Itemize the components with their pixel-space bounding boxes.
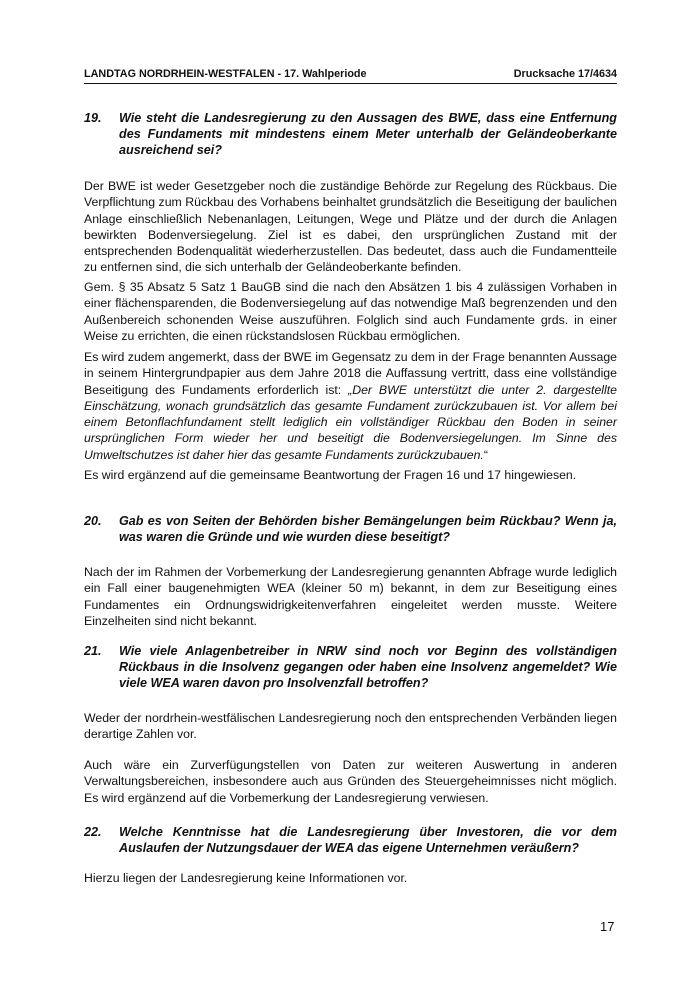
answer-paragraph: Auch wäre ein Zurverfügungstellen von Daten zur weiteren Auswertung in anderen Verwaltungsbereichen, insbesondere auch aus Gründen des Steuergeheimnisses nicht möglich. Es wird ergänzend auf die Vorbemerkung der Landesregierung verwiesen. (84, 758, 617, 805)
page-number: 17 (600, 919, 615, 934)
question-22 (84, 824, 617, 856)
question-number: 22. (84, 825, 102, 839)
question-text: Welche Kenntnisse hat die Landesregierung über Investoren, die vor dem Auslaufen der Nutzungsdauer der WEA das eigene Unternehmen veräußern? (119, 825, 617, 855)
quote-close: “ (483, 447, 488, 462)
question-number: 19. (84, 111, 102, 125)
question-number: 21. (84, 644, 102, 658)
header-divider (84, 83, 617, 84)
header-title: LANDTAG NORDRHEIN-WESTFALEN - 17. Wahlperiode (84, 68, 367, 80)
bwe-quote: „Der BWE unterstützt die unter 2. dargestellte Einschätzung, wonach grundsätzlich das gesamte Fundament zurückzubauen ist. Vor allem bei einem Betonflachfundament stellt lediglich ein vollständiger Rückbau den Boden in seiner ursprünglichen Form wieder her und beseitigt die Bodenversiegelungen. Im Sinne des Umweltschutzes ist daher hier das gesamte Fundaments zurückzubauen. (84, 382, 617, 462)
answer-paragraph: Hierzu liegen der Landesregierung keine Informationen vor. (84, 871, 408, 885)
question-text: Gab es von Seiten der Behörden bisher Bemängelungen beim Rückbau? Wenn ja, was waren die Gründe und wie wurden diese beseitigt? (119, 514, 617, 544)
document-number: Drucksache 17/4634 (513, 68, 617, 80)
answer-paragraph-with-quote (84, 349, 617, 463)
answer-paragraph: Es wird ergänzend auf die gemeinsame Beantwortung der Fragen 16 und 17 hingewiesen. (84, 468, 577, 482)
question-text: Wie viele Anlagenbetreiber in NRW sind noch vor Beginn des vollständigen Rückbaus in die Insolvenz gegangen oder haben eine Insolvenz angemeldet? Wie viele WEA waren davon pro Insolvenzfall betroffen? (119, 644, 617, 690)
answer-paragraph: Der BWE ist weder Gesetzgeber noch die zuständige Behörde zur Regelung des Rückbaus. Die Verpflichtung zum Rückbau des Vorhabens beinhaltet grundsätzlich die Beseitigung der baulichen Anlage einschließlich Nebenanlagen, Leitungen, Wege und Plätze und der durch die Anlagen bewirkten Bodenversiegelung. Ziel ist es dabei, den ursprünglichen Zustand mit der entsprechenden Bodenqualität wiederherzustellen. Das bedeutet, dass auch die Fundamentteile zu entfernen sind, die sich unterhalb der Geländeoberkante befinden. (84, 179, 617, 275)
question-21 (84, 643, 617, 691)
page-header (84, 68, 617, 80)
question-20 (84, 513, 617, 545)
quote-intro: Es wird zudem angemerkt, dass der BWE im Gegensatz zu dem in der Frage benannten Aussage in seinem Hintergrundpapier aus dem Jahre 2018 die Auffassung vertritt, dass eine vollständige Beseitigung des Fundaments erforderlich ist: (84, 350, 617, 397)
question-text: Wie steht die Landesregierung zu den Aussagen des BWE, dass eine Entfernung des Fundaments mit mindestens einem Meter unterhalb der Geländeoberkante ausreichend sei? (119, 111, 617, 157)
answer-paragraph: Gem. § 35 Absatz 5 Satz 1 BauGB sind die nach den Absätzen 1 bis 4 zulässigen Vorhaben in einer flächensparenden, die Bodenversiegelung auf das notwendige Maß begrenzenden und den Außenbereich schonenden Weise auszuführen. Folglich sind auch Fundamente grds. in einer Weise zu errichten, die einen rückstandslosen Rückbau ermöglichen. (84, 280, 617, 343)
question-19 (84, 110, 617, 158)
answer-paragraph: Weder der nordrhein-westfälischen Landesregierung noch den entsprechenden Verbänden liegen derartige Zahlen vor. (84, 711, 617, 742)
answer-paragraph: Nach der im Rahmen der Vorbemerkung der Landesregierung genannten Abfrage wurde lediglich ein Fall einer baugenehmigten WEA (kleiner 50 m) bekannt, in dem zur Beseitigung eines Fundamentes ein Ordnungswidrigkeitenverfahren eingeleitet werden musste. Weitere Einzelheiten sind nicht bekannt. (84, 565, 617, 628)
question-number: 20. (84, 514, 102, 528)
